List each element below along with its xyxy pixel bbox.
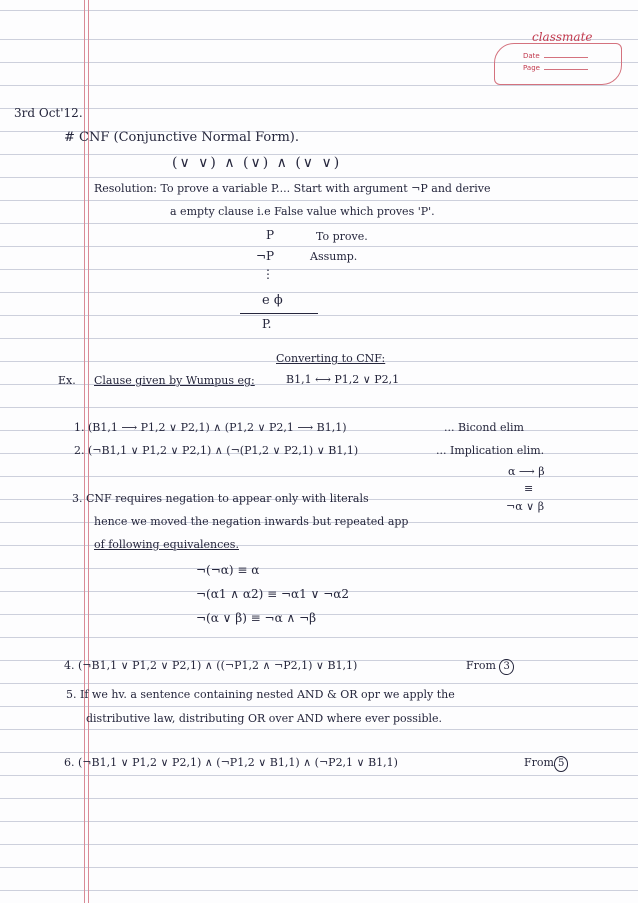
step-5-line1: 5. If we hv. a sentence containing nested AND & OR opr we apply the <box>66 688 455 701</box>
proof-p: P <box>266 228 275 242</box>
page-title: # CNF (Conjunctive Normal Form). <box>64 130 299 145</box>
step-2-note: ... Implication elim. <box>436 444 545 457</box>
implication-rule: α ⟶ β <box>508 465 545 478</box>
converting-heading: Converting to CNF: <box>276 352 386 365</box>
step-6-from: From 5 <box>524 756 568 772</box>
step-4-ref: 3 <box>499 659 513 675</box>
equivalence-sign: ≡ <box>524 482 534 495</box>
step-6: 6. (¬B1,1 ∨ P1,2 ∨ P2,1) ∧ (¬P1,2 ∨ B1,1) ∧ (¬P2,1 ∨ B1,1) <box>64 756 398 769</box>
step-6-ref: 5 <box>554 756 568 772</box>
step-3-line2: hence we moved the negation inwards but repeated app <box>94 515 409 528</box>
equivalence-2: ¬(α1 ∧ α2) ≡ ¬α1 ∨ ¬α2 <box>196 587 349 601</box>
proof-empty-clause: e ϕ <box>262 293 283 308</box>
proof-conclusion: P. <box>262 317 272 331</box>
proof-to-prove: To prove. <box>316 230 368 243</box>
step-4-from: From 3 <box>466 659 514 675</box>
date-text: 3rd Oct'12. <box>14 106 83 120</box>
date-page-box <box>494 43 622 85</box>
proof-not-p: ¬P <box>256 249 275 263</box>
page-row: Page <box>523 64 588 72</box>
step-3-line3: of following equivalences. <box>94 538 239 551</box>
brand-logo: classmate <box>532 30 593 44</box>
implication-equivalent: ¬α ∨ β <box>506 500 545 513</box>
example-label: Ex. <box>58 374 76 387</box>
step-3-line1: 3. CNF requires negation to appear only with literals <box>72 492 369 505</box>
proof-dots: ⋮ <box>262 267 274 281</box>
step-1: 1. (B1,1 ⟶ P1,2 ∨ P2,1) ∧ (P1,2 ∨ P2,1 ⟶ B1,1) <box>74 421 347 434</box>
step-4: 4. (¬B1,1 ∨ P1,2 ∨ P2,1) ∧ ((¬P1,2 ∧ ¬P2,1) ∨ B1,1) <box>64 659 358 672</box>
proof-bar <box>240 313 318 314</box>
equivalence-3: ¬(α ∨ β) ≡ ¬α ∧ ¬β <box>196 611 317 625</box>
step-2: 2. (¬B1,1 ∨ P1,2 ∨ P2,1) ∧ (¬(P1,2 ∨ P2,1) ∨ B1,1) <box>74 444 359 457</box>
proof-assump: Assump. <box>310 250 358 263</box>
resolution-line1: Resolution: To prove a variable P.... Start with argument ¬P and derive <box>94 182 491 195</box>
equivalence-1: ¬(¬α) ≡ α <box>196 563 260 577</box>
date-row: Date <box>523 52 588 60</box>
cnf-form: (∨ ∨) ∧ (∨) ∧ (∨ ∨) <box>172 155 342 171</box>
example-text: Clause given by Wumpus eg: <box>94 374 255 387</box>
step-5-line2: distributive law, distributing OR over AND where ever possible. <box>86 712 443 725</box>
example-expr: B1,1 ⟷ P1,2 ∨ P2,1 <box>286 373 400 386</box>
step-1-note: ... Bicond elim <box>444 421 524 434</box>
resolution-line2: a empty clause i.e False value which proves 'P'. <box>170 205 435 218</box>
